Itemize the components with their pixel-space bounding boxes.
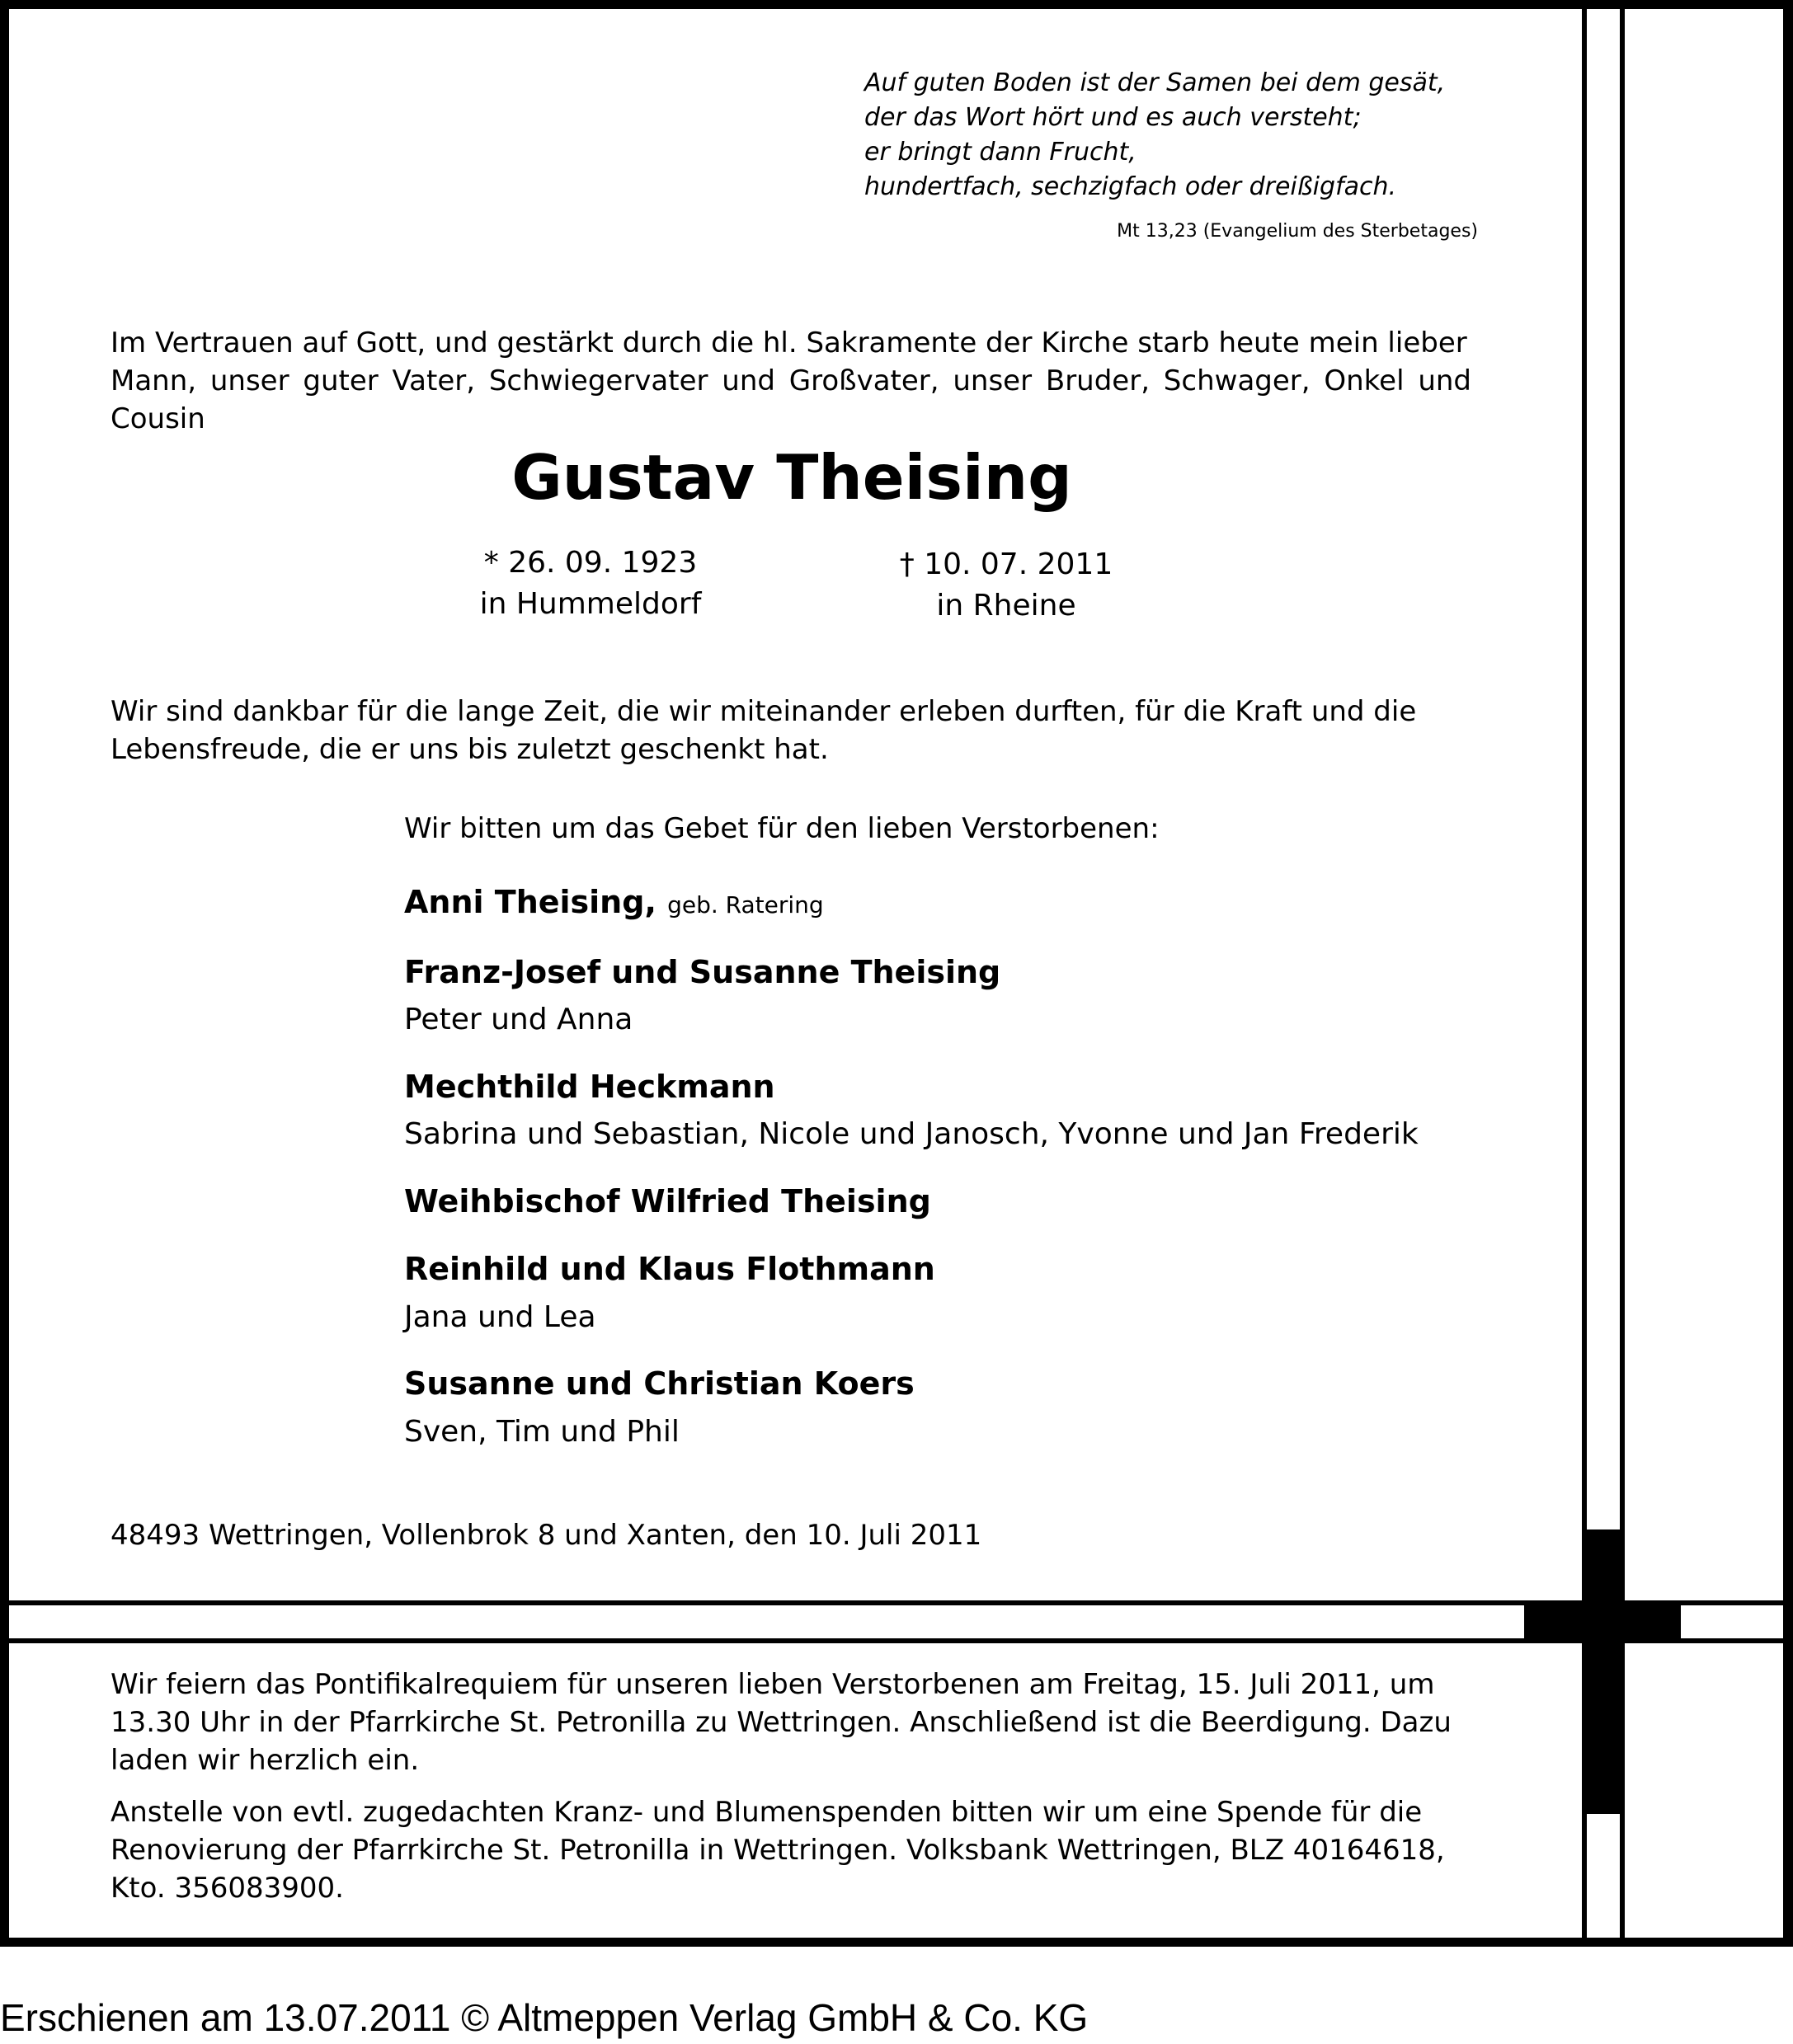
verse-line: Auf guten Boden ist der Samen bei dem gesät, xyxy=(864,68,1446,97)
bible-verse xyxy=(864,66,1574,204)
donation-line: Kto. 356083900. xyxy=(111,1872,344,1905)
verse-line: der das Wort hört und es auch versteht; xyxy=(864,103,1362,132)
verse-line: er bringt dann Frucht, xyxy=(864,138,1137,167)
deceased-name: Gustav Theising xyxy=(511,441,1072,514)
mourner-children: Sabrina und Sebastian, Nicole und Janosch, Yvonne und Jan Frederik xyxy=(404,1117,1419,1151)
donation-line: Anstelle von evtl. zugedachten Kranz- und Blumenspenden bitten wir um eine Spende für die xyxy=(111,1796,1423,1829)
mourner-name: Reinhild und Klaus Flothmann xyxy=(404,1251,935,1287)
prayer-request: Wir bitten um das Gebet für den lieben Verstorbenen: xyxy=(404,812,1160,845)
service-line: laden wir herzlich ein. xyxy=(111,1744,420,1777)
birth-date: * 26. 09. 1923 xyxy=(483,546,698,580)
border-top xyxy=(0,0,1793,9)
death-date: † 10. 07. 2011 xyxy=(899,547,1113,581)
mourner-name: Mechthild Heckmann xyxy=(404,1069,775,1105)
intro-line: Mann, unser guter Vater, Schwiegervater und Großvater, unser Bruder, Schwager, Onkel und Cousin xyxy=(111,364,1471,435)
mourner-name: Weihbischof Wilfried Theising xyxy=(404,1183,931,1219)
birth-place: in Hummeldorf xyxy=(479,587,702,621)
address-line: 48493 Wettringen, Vollenbrok 8 und Xanten, den 10. Juli 2011 xyxy=(111,1519,982,1552)
donation-text xyxy=(111,1793,1471,1907)
verse-line: hundertfach, sechzigfach oder dreißigfach. xyxy=(864,172,1397,201)
service-text xyxy=(111,1666,1471,1779)
mourner-children: Peter und Anna xyxy=(404,1003,633,1036)
border-bottom xyxy=(0,1938,1793,1947)
mourner-name: Susanne und Christian Koers xyxy=(404,1365,915,1402)
gratitude-text xyxy=(111,693,1471,768)
mourner-children: Jana und Lea xyxy=(404,1300,596,1334)
border-right xyxy=(1783,0,1793,1946)
cross-stem xyxy=(1582,1529,1625,1814)
mourner-name-text: Anni Theising, xyxy=(404,884,656,920)
publication-footer: Erschienen am 13.07.2011 © Altmeppen Verlag GmbH & Co. KG xyxy=(0,1996,1089,2039)
donation-line: Renovierung der Pfarrkirche St. Petronilla in Wettringen. Volksbank Wettringen, BLZ 40164618, xyxy=(111,1834,1445,1867)
birth-info xyxy=(426,543,755,625)
intro-text xyxy=(111,324,1471,438)
mourner-note: geb. Ratering xyxy=(667,891,824,919)
gratitude-line: Wir sind dankbar für die lange Zeit, die wir miteinander erleben durften, für die Kraft und die xyxy=(111,695,1417,728)
cross-bar xyxy=(1524,1604,1681,1641)
mourner-name xyxy=(404,884,824,920)
death-info xyxy=(841,544,1171,627)
intro-line: Im Vertrauen auf Gott, und gestärkt durch die hl. Sakramente der Kirche starb heute mein lieber xyxy=(111,327,1467,359)
separator-upper xyxy=(0,1600,1793,1605)
mourner-name: Franz-Josef und Susanne Theising xyxy=(404,954,1001,990)
gratitude-line: Lebensfreude, die er uns bis zuletzt geschenkt hat. xyxy=(111,733,829,766)
separator-lower xyxy=(0,1638,1793,1643)
death-place: in Rheine xyxy=(936,589,1076,623)
verse-source: Mt 13,23 (Evangelium des Sterbetages) xyxy=(1117,221,1478,242)
service-line: 13.30 Uhr in der Pfarrkirche St. Petronilla zu Wettringen. Anschließend ist die Beerdigung. Dazu xyxy=(111,1706,1452,1739)
mourner-children: Sven, Tim und Phil xyxy=(404,1415,680,1449)
service-line: Wir feiern das Pontifikalrequiem für unseren lieben Verstorbenen am Freitag, 15. Juli 2011, um xyxy=(111,1668,1435,1701)
border-left xyxy=(0,0,9,1946)
